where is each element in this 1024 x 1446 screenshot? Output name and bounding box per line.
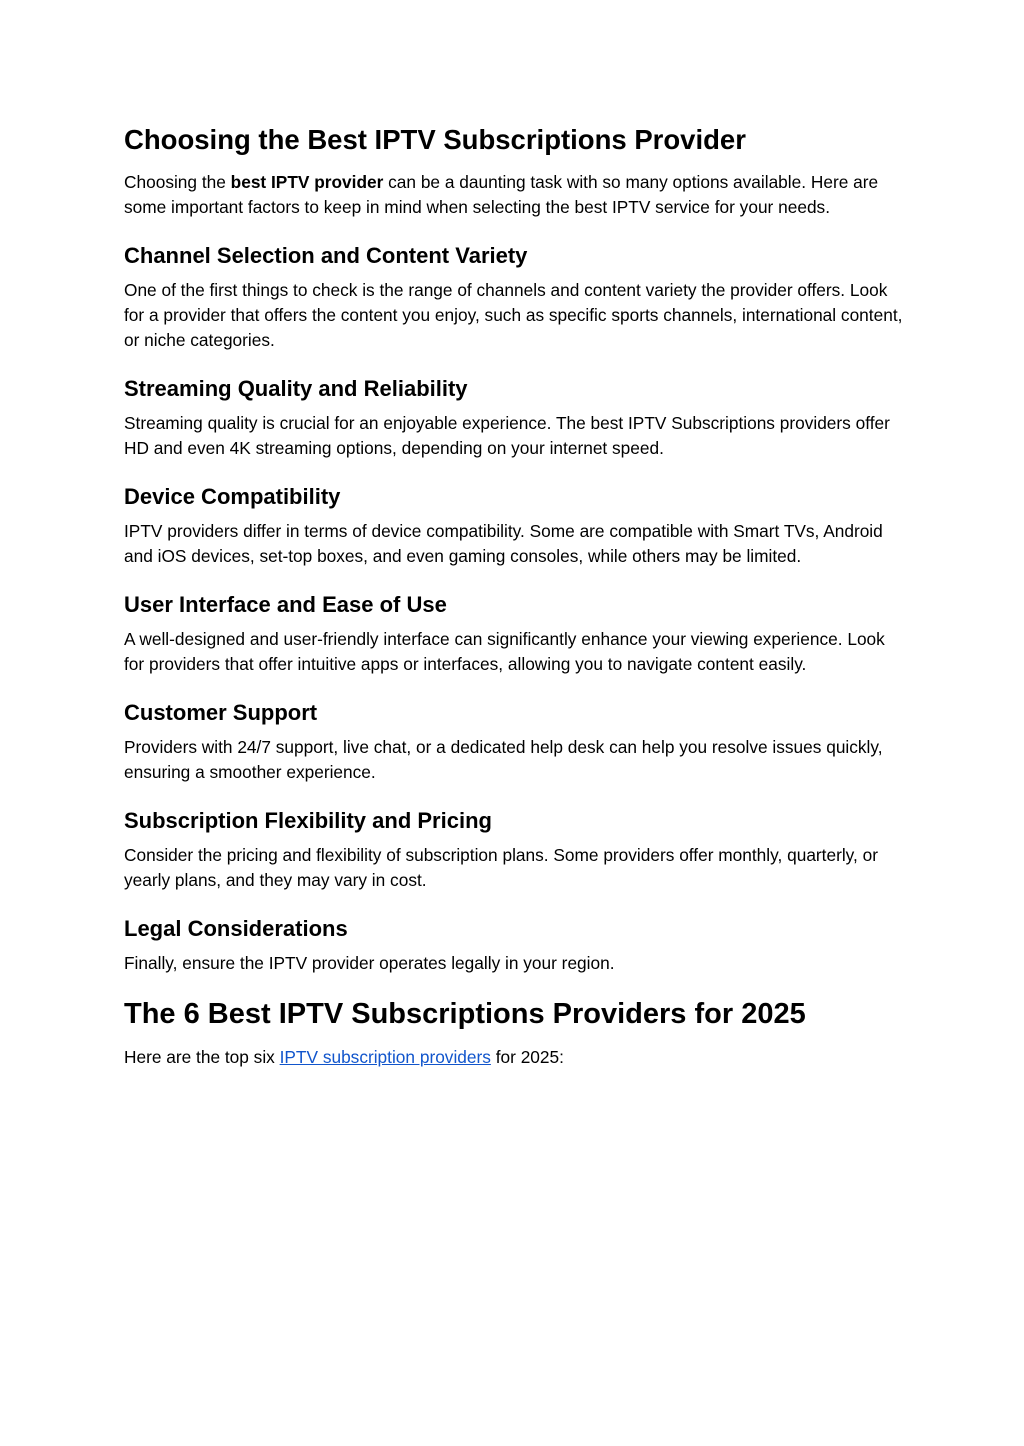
paragraph-user-interface: A well-designed and user-friendly interface can significantly enhance your viewing experience. Look for providers that offer intuitive apps or interfaces, allowing you to navigate content easily. — [124, 629, 885, 674]
heading-streaming-quality: Streaming Quality and Reliability — [124, 376, 468, 401]
heading-subscription-pricing: Subscription Flexibility and Pricing — [124, 808, 492, 833]
paragraph-customer-support: Providers with 24/7 support, live chat, or a dedicated help desk can help you resolve issues quickly, ensuring a smoother experience. — [124, 737, 883, 782]
intro-text-end: can be a daunting task with so many options available. Here are some important factors to keep in mind when selecting the best IPTV service for your needs. — [124, 172, 879, 217]
heading-customer-support: Customer Support — [124, 700, 318, 725]
page-title: Choosing the Best IPTV Subscriptions Provider — [124, 124, 746, 155]
intro-text-start: Choosing the — [124, 172, 231, 192]
heading-legal-considerations: Legal Considerations — [124, 916, 348, 941]
paragraph-streaming-quality: Streaming quality is crucial for an enjoyable experience. The best IPTV Subscriptions providers offer HD and even 4K streaming options, depending on your internet speed. — [124, 413, 890, 458]
intro-paragraph — [124, 170, 904, 220]
iptv-providers-link[interactable]: IPTV subscription providers — [279, 1047, 491, 1067]
closing-paragraph — [124, 1045, 904, 1070]
intro-bold-text: best IPTV provider — [230, 172, 384, 192]
closing-text-start: Here are the top six — [124, 1047, 280, 1067]
paragraph-subscription-pricing: Consider the pricing and flexibility of subscription plans. Some providers offer monthly, quarterly, or yearly plans, and they may vary in cost. — [124, 845, 879, 890]
heading-channel-selection: Channel Selection and Content Variety — [124, 243, 528, 268]
paragraph-channel-selection: One of the first things to check is the range of channels and content variety the provider offers. Look for a provider that offers the content you enjoy, such as specific sports channels, international content, or niche categories. — [124, 280, 903, 350]
closing-text-end: for 2025: — [490, 1047, 564, 1067]
paragraph-legal-considerations: Finally, ensure the IPTV provider operates legally in your region. — [124, 953, 615, 973]
section-title-best-providers: The 6 Best IPTV Subscriptions Providers for 2025 — [124, 998, 806, 1030]
heading-device-compatibility: Device Compatibility — [124, 484, 341, 509]
heading-user-interface: User Interface and Ease of Use — [124, 592, 447, 617]
paragraph-device-compatibility: IPTV providers differ in terms of device compatibility. Some are compatible with Smart TVs, Android and iOS devices, set-top boxes, and even gaming consoles, while others may be limited. — [124, 521, 883, 566]
